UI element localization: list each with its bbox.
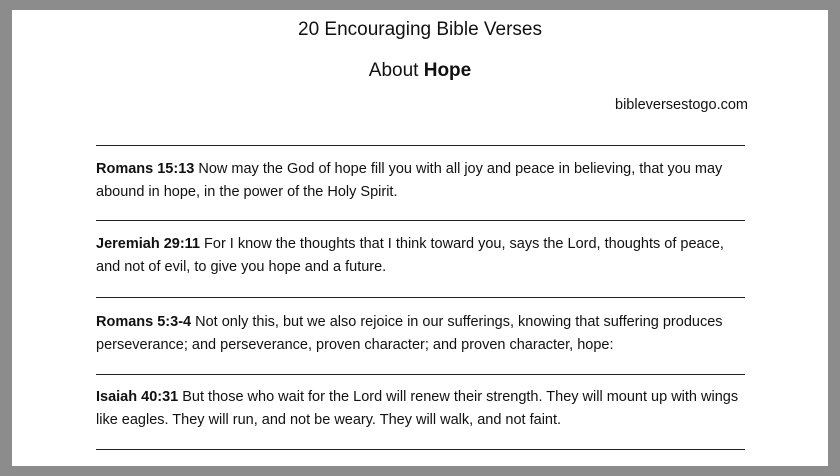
subtitle-prefix: About [368, 60, 424, 81]
document-title [12, 18, 828, 42]
verse-reference: Jeremiah 29:11 [96, 236, 200, 252]
divider-line [96, 449, 745, 450]
verse-reference: Isaiah 40:31 [96, 389, 179, 405]
document-subtitle [12, 59, 828, 83]
verse-text: Now may the God of hope fill you with all joy and peace in believing, that you may abound in hope, in the power of the Holy Spirit. [96, 161, 723, 200]
verse-item [96, 386, 748, 432]
divider-line [96, 374, 745, 375]
divider-line [96, 220, 745, 221]
divider-line [96, 297, 745, 298]
verse-item [96, 233, 748, 279]
divider-line [96, 145, 745, 146]
document-page [12, 10, 828, 466]
subtitle-keyword: Hope [423, 60, 472, 81]
verse-reference: Romans 5:3-4 [96, 314, 192, 330]
verse-text: But those who wait for the Lord will renew their strength. They will mount up with wings like eagles. They will run, and not be weary. They will walk, and not faint. [96, 389, 739, 428]
verse-item [96, 158, 748, 204]
website-label: bibleversestogo.com [615, 97, 748, 113]
verse-text: For I know the thoughts that I think toward you, says the Lord, thoughts of peace, and not of evil, to give you hope and a future. [96, 236, 724, 275]
title-text: 20 Encouraging Bible Verses [298, 19, 542, 40]
verse-item [96, 311, 748, 357]
verse-text: Not only this, but we also rejoice in our sufferings, knowing that suffering produces perseverance; and perseverance, proven character; and proven character, hope: [96, 314, 723, 353]
verse-reference: Romans 15:13 [96, 161, 195, 177]
